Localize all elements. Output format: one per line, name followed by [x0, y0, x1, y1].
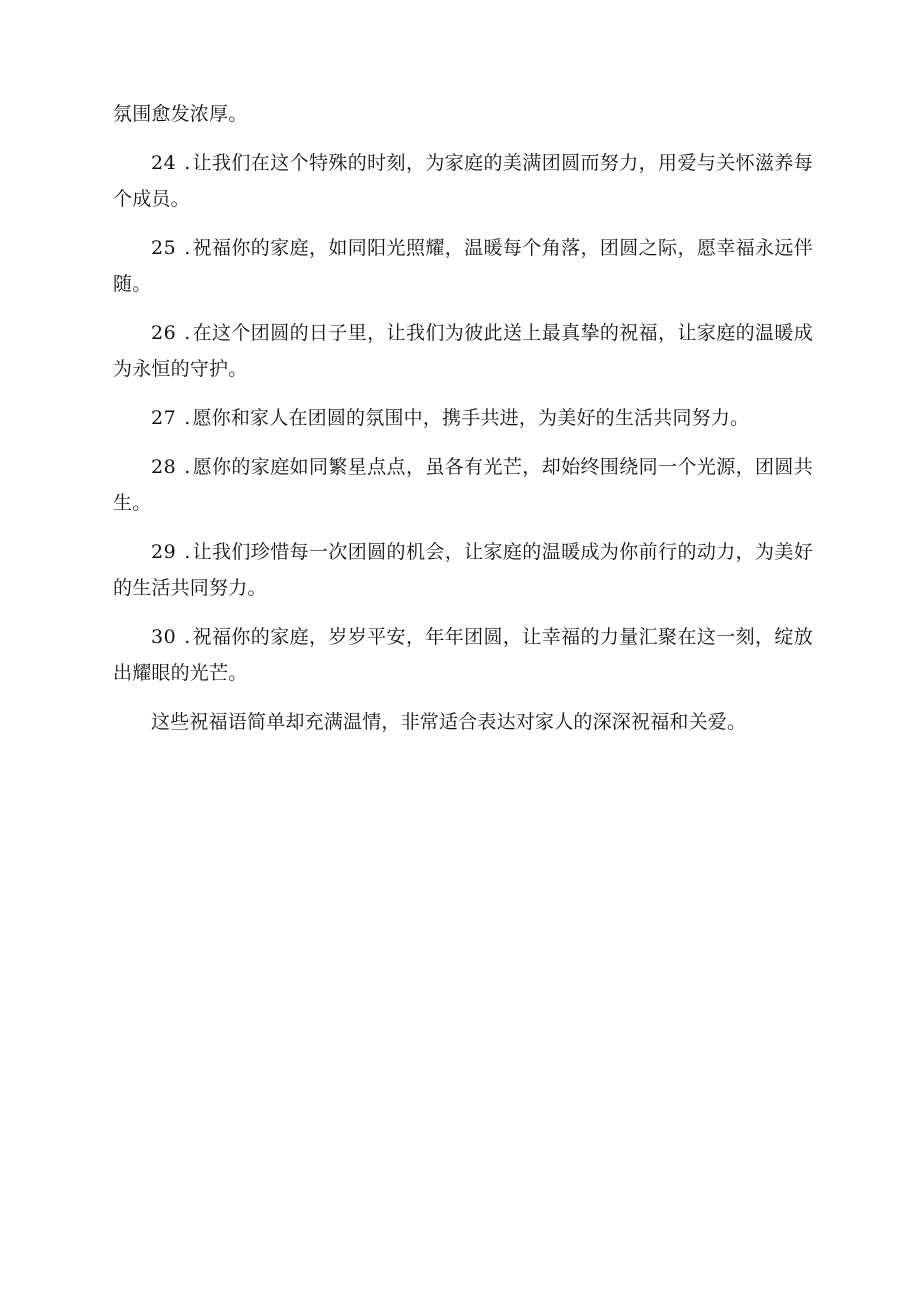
item-text: 愿你的家庭如同繁星点点，虽各有光芒，却始终围绕同一个光源，团圆共生。: [113, 456, 813, 514]
item-separator: .: [184, 541, 191, 563]
item-number: 25: [151, 237, 177, 259]
item-text: 祝福你的家庭，岁岁平安，年年团圆，让幸福的力量汇聚在这一刻，绽放出耀眼的光芒。: [113, 626, 813, 684]
list-item: [113, 145, 813, 217]
list-item: [113, 449, 813, 521]
item-number: 29: [151, 541, 177, 563]
item-text: 愿你和家人在团圆的氛围中，携手共进，为美好的生活共同努力。: [192, 407, 750, 429]
continued-text: 氛围愈发浓厚。: [113, 103, 248, 125]
item-number: 30: [151, 626, 177, 648]
list-item: [113, 534, 813, 606]
item-text: 让我们珍惜每一次团圆的机会，让家庭的温暖成为你前行的动力，为美好的生活共同努力。: [113, 541, 813, 599]
closing-text: 这些祝福语简单却充满温情，非常适合表达对家人的深深祝福和关爱。: [151, 711, 747, 733]
item-number: 24: [151, 152, 177, 174]
list-item: [113, 400, 813, 436]
item-separator: .: [184, 237, 191, 259]
item-separator: .: [184, 152, 191, 174]
item-separator: .: [184, 456, 191, 478]
list-item: [113, 619, 813, 691]
item-number: 27: [151, 407, 177, 429]
item-text: 在这个团圆的日子里，让我们为彼此送上最真挚的祝福，让家庭的温暖成为永恒的守护。: [113, 322, 813, 380]
item-separator: .: [184, 626, 191, 648]
document-body: [113, 96, 813, 753]
item-text: 祝福你的家庭，如同阳光照耀，温暖每个角落，团圆之际，愿幸福永远伴随。: [113, 237, 813, 295]
item-separator: .: [184, 322, 191, 344]
closing-paragraph: [113, 704, 813, 740]
list-item: [113, 230, 813, 302]
list-item: [113, 315, 813, 387]
item-text: 让我们在这个特殊的时刻，为家庭的美满团圆而努力，用爱与关怀滋养每个成员。: [113, 152, 813, 210]
continued-paragraph: [113, 96, 813, 132]
item-separator: .: [184, 407, 191, 429]
item-number: 28: [151, 456, 177, 478]
item-number: 26: [151, 322, 177, 344]
